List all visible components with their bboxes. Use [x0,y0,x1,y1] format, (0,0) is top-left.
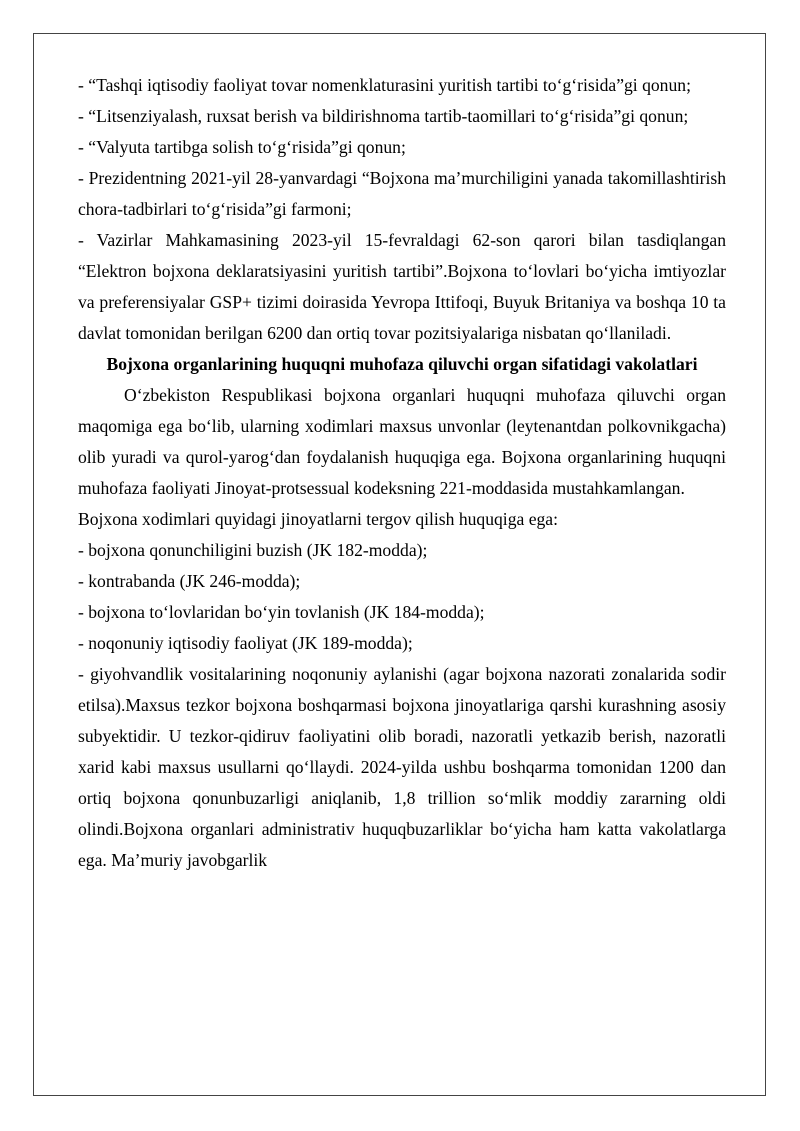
final-paragraph: - giyohvandlik vositalarining noqonuniy aylanishi (agar bojxona nazorati zonalarida sodir etilsa).Maxsus tezkor bojxona boshqarmasi bojxona jinoyatlariga qarshi kurashning asosiy subyektidir. U tezkor-qidiruv faoliyatini olib boradi, nazoratli yetkazib berish, nazoratli xarid kabi maxsus usullarni qo‘llaydi. 2024-yilda ushbu boshqarma tomonidan 1200 dan ortiq bojxona qonunbuzarligi aniqlanib, 1,8 trillion so‘mlik moddiy zararning oldi olindi.Bojxona organlari administrativ huquqbuzarliklar bo‘yicha ham katta vakolatlarga ega. Ma’muriy javobgarlik [78,664,726,870]
section-heading: Bojxona organlarining huquqni muhofaza qiluvchi organ sifatidagi vakolatlari [106,354,698,374]
crimes-list-intro: Bojxona xodimlari quyidagi jinoyatlarni tergov qilish huquqiga ega: [78,509,559,529]
document-body [78,70,726,876]
law-item-1: - “Tashqi iqtisodiy faoliyat tovar nomenklaturasini yuritish tartibi to‘g‘risida”gi qonun; [78,75,691,95]
crime-item-1: - bojxona qonunchiligini buzish (JK 182-modda); [78,540,428,560]
law-item-5: - Vazirlar Mahkamasining 2023-yil 15-fevraldagi 62-son qarori bilan tasdiqlangan “Elektron bojxona deklaratsiyasini yuritish tartibi”.Bojxona to‘lovlari bo‘yicha imtiyozlar va preferensiyalar GSP+ tizimi doirasida Yevropa Ittifoqi, Buyuk Britaniya va boshqa 10 ta davlat tomonidan berilgan 6200 dan ortiq tovar pozitsiyalariga nisbatan qo‘llaniladi. [78,230,726,343]
law-item-2: - “Litsenziyalash, ruxsat berish va bildirishnoma tartib-taomillari to‘g‘risida”gi qonun; [78,106,689,126]
crime-item-4: - noqonuniy iqtisodiy faoliyat (JK 189-modda); [78,633,413,653]
crime-item-2: - kontrabanda (JK 246-modda); [78,571,301,591]
intro-paragraph: O‘zbekiston Respublikasi bojxona organlari huquqni muhofaza qiluvchi organ maqomiga ega bo‘lib, ularning xodimlari maxsus unvonlar (leytenantdan polkovnikgacha) olib yuradi va qurol-yarog‘dan foydalanish huquqiga ega. Bojxona organlarining huquqni muhofaza faoliyati Jinoyat-protsessual kodeksning 221-moddasida mustahkamlangan. [78,385,726,498]
law-item-4: - Prezidentning 2021-yil 28-yanvardagi “Bojxona ma’murchiligini yanada takomillashtirish chora-tadbirlari to‘g‘risida”gi farmoni; [78,168,726,219]
law-item-3: - “Valyuta tartibga solish to‘g‘risida”gi qonun; [78,137,406,157]
crime-item-3: - bojxona to‘lovlaridan bo‘yin tovlanish (JK 184-modda); [78,602,485,622]
